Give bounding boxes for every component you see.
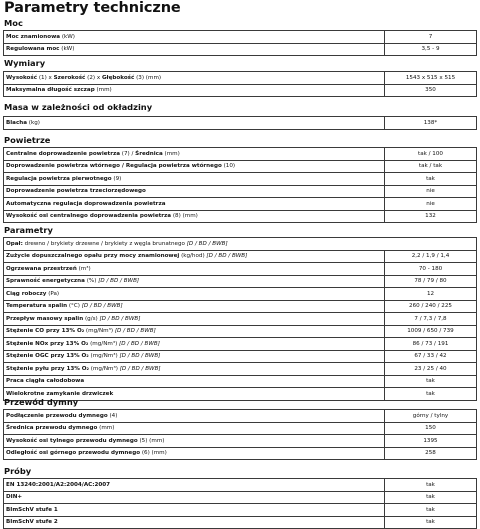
table-row [4, 516, 477, 529]
table-wymiary [3, 71, 477, 97]
row-label: Stężenie NOx przy 13% O₂ (mg/Nm³) [D / BD / BWB] [4, 338, 385, 351]
row-value: tak [385, 173, 477, 186]
table-row [4, 43, 477, 56]
section-heading-masa: Masa w zależności od okładziny [4, 102, 153, 112]
row-label: DIN+ [4, 491, 385, 504]
table-row [4, 325, 477, 338]
row-value: tak [385, 479, 477, 492]
row-value: górny / tylny [385, 410, 477, 423]
row-label: Temperatura spalin (°C) [D / BD / BWB] [4, 300, 385, 313]
row-value: 1395 [385, 435, 477, 448]
row-label: Zużycie dopuszczalnego opału przy mocy znamionowej (kg/hod) [D / BD / BWB] [4, 250, 385, 263]
table-row [4, 504, 477, 517]
row-label: Regulacja powietrza pierwotnego (9) [4, 173, 385, 186]
table-row [4, 198, 477, 211]
row-label: Ciąg roboczy (Pa) [4, 288, 385, 301]
row-label: Średnica przewodu dymnego (mm) [4, 422, 385, 435]
row-value: tak [385, 504, 477, 517]
table-row [4, 338, 477, 351]
row-value: 3,5 - 9 [385, 43, 477, 56]
row-label: Blacha (kg) [4, 117, 385, 130]
row-label: Stężenie pyłu przy 13% O₂ (mg/Nm³) [D / BD / BWB] [4, 363, 385, 376]
table-proby [3, 478, 477, 529]
row-label: Odległość osi górnego przewodu dymnego (6) (mm) [4, 447, 385, 460]
table-moc [3, 30, 477, 56]
table-row [4, 422, 477, 435]
table-row [4, 31, 477, 44]
section-heading-parametry: Parametry [4, 225, 53, 235]
table-row [4, 375, 477, 388]
row-value: tak / tak [385, 160, 477, 173]
row-value: 7 [385, 31, 477, 44]
row-value: 1009 / 650 / 739 [385, 325, 477, 338]
row-value: 23 / 25 / 40 [385, 363, 477, 376]
table-row [4, 263, 477, 276]
row-label: Maksymalna długość szczap (mm) [4, 84, 385, 97]
table-row [4, 84, 477, 97]
row-label: Opał: drewno / brykiety drzewne / brykiety z węgla brunatnego [D / BD / BWB] [4, 238, 477, 251]
table-row [4, 72, 477, 85]
row-label: Doprowadzenie powietrza wtórnego / Regulacja powietrza wtórnego (10) [4, 160, 385, 173]
row-label: Wielokrotne zamykanie drzwiczek [4, 388, 385, 401]
table-powietrze [3, 147, 477, 223]
table-row [4, 117, 477, 130]
row-value: 67 / 33 / 42 [385, 350, 477, 363]
section-heading-moc: Moc [4, 18, 23, 28]
row-value: 350 [385, 84, 477, 97]
section-heading-przewod-dymny: Przewód dymny [4, 397, 79, 407]
table-row [4, 238, 477, 251]
table-row [4, 300, 477, 313]
table-row [4, 313, 477, 326]
table-row [4, 148, 477, 161]
table-przewod-dymny [3, 409, 477, 460]
table-row [4, 350, 477, 363]
row-value: 1543 x 515 x 515 [385, 72, 477, 85]
row-label: Automatyczna regulacja doprowadzenia powietrza [4, 198, 385, 211]
row-value: 138* [385, 117, 477, 130]
row-label: Stężenie OGC przy 13% O₂ (mg/Nm³) [D / BD / BWB] [4, 350, 385, 363]
row-label: Wysokość osi tylnego przewodu dymnego (5) (mm) [4, 435, 385, 448]
table-row [4, 479, 477, 492]
row-label: BImSchV stufe 2 [4, 516, 385, 529]
row-label: BImSchV stufe 1 [4, 504, 385, 517]
table-row [4, 185, 477, 198]
row-value: tak [385, 388, 477, 401]
row-value: nie [385, 198, 477, 211]
table-row [4, 491, 477, 504]
table-row [4, 210, 477, 223]
row-value: 12 [385, 288, 477, 301]
row-value: tak [385, 375, 477, 388]
table-row [4, 435, 477, 448]
table-row [4, 447, 477, 460]
row-value: 150 [385, 422, 477, 435]
row-label: Sprawność energetyczna (%) [D / BD / BWB] [4, 275, 385, 288]
row-value: 70 - 180 [385, 263, 477, 276]
row-value: 78 / 79 / 80 [385, 275, 477, 288]
row-label: Wysokość osi centralnego doprowadzenia powietrza (8) (mm) [4, 210, 385, 223]
section-heading-powietrze: Powietrze [4, 135, 51, 145]
row-value: tak / 100 [385, 148, 477, 161]
table-row [4, 288, 477, 301]
row-value: nie [385, 185, 477, 198]
row-value: 132 [385, 210, 477, 223]
row-label: Praca ciągła całodobowa [4, 375, 385, 388]
row-label: Ogrzewana przestrzeń (m³) [4, 263, 385, 276]
table-row [4, 363, 477, 376]
row-value: 260 / 240 / 225 [385, 300, 477, 313]
row-label: Centralne doprowadzenie powietrza (7) / Średnica (mm) [4, 148, 385, 161]
row-label: Podłączenie przewodu dymnego (4) [4, 410, 385, 423]
table-row [4, 250, 477, 263]
row-label: EN 13240:2001/A2:2004/AC:2007 [4, 479, 385, 492]
row-label: Wysokość (1) x Szerokość (2) x Głębokość (3) (mm) [4, 72, 385, 85]
page-title: Parametry techniczne [4, 0, 181, 16]
table-parametry [3, 237, 477, 401]
row-label: Moc znamionowa (kW) [4, 31, 385, 44]
row-label: Doprowadzenie powietrza trzeciorzędowego [4, 185, 385, 198]
table-row [4, 275, 477, 288]
row-value: 7 / 7,3 / 7,8 [385, 313, 477, 326]
row-value: tak [385, 516, 477, 529]
section-heading-proby: Próby [4, 466, 32, 476]
section-heading-wymiary: Wymiary [4, 58, 46, 68]
row-value: 86 / 73 / 191 [385, 338, 477, 351]
row-label: Przepływ masowy spalin (g/s) [D / BD / BWB] [4, 313, 385, 326]
table-row [4, 410, 477, 423]
row-label: Stężenie CO przy 13% O₂ (mg/Nm³) [D / BD / BWB] [4, 325, 385, 338]
table-row [4, 160, 477, 173]
row-value: 258 [385, 447, 477, 460]
table-row [4, 173, 477, 186]
row-value: tak [385, 491, 477, 504]
table-masa [3, 116, 477, 130]
row-label: Regulowana moc (kW) [4, 43, 385, 56]
row-value: 2,2 / 1,9 / 1,4 [385, 250, 477, 263]
